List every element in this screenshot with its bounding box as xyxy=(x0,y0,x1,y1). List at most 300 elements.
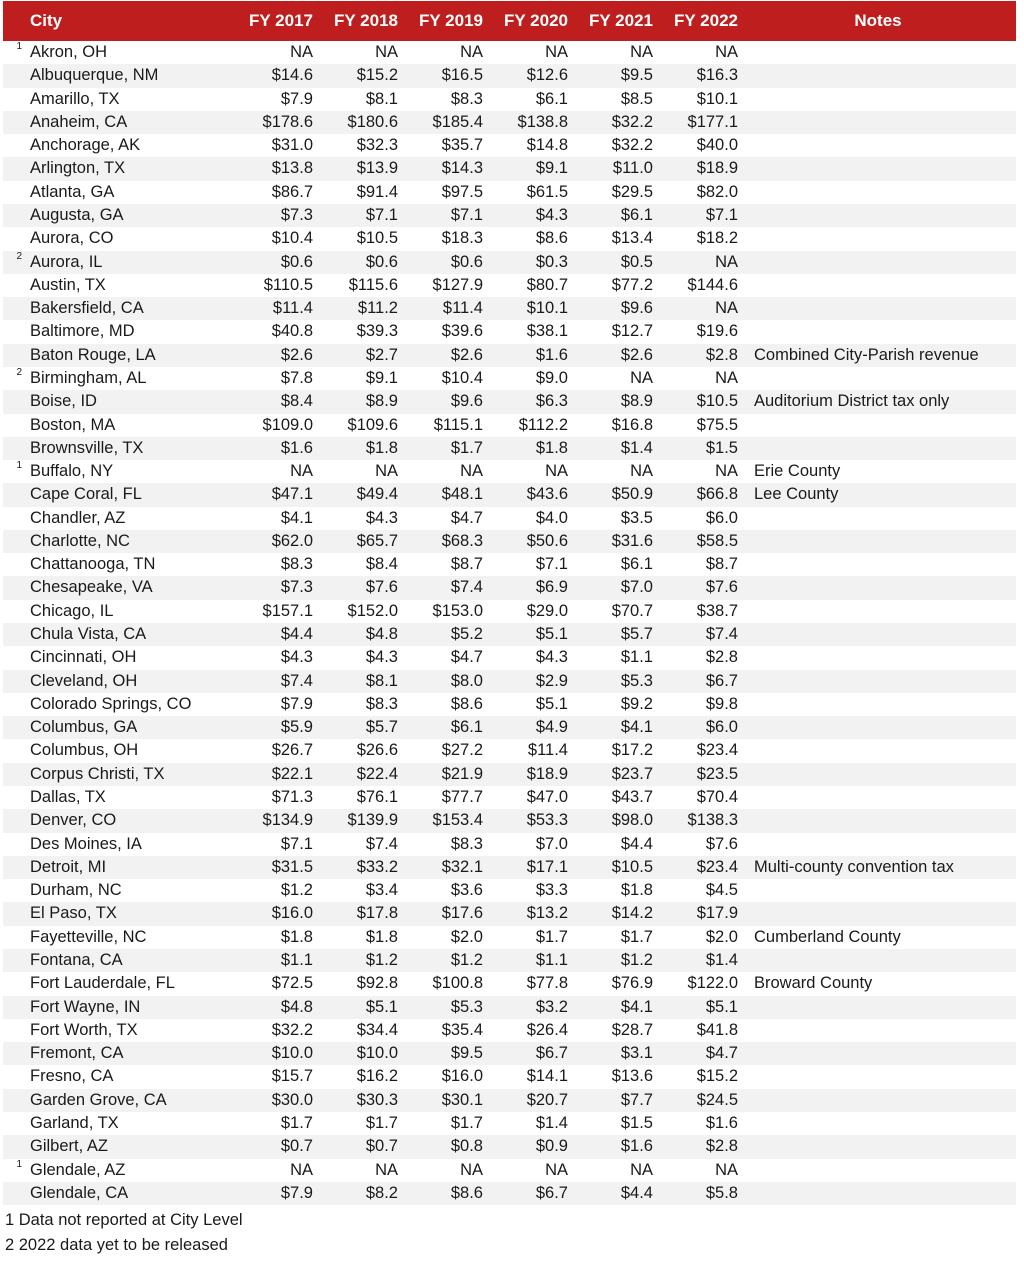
cell-value-fy-2020: $13.2 xyxy=(526,904,568,923)
cell-city-name: El Paso, TX xyxy=(30,904,117,923)
cell-value-fy-2020: $0.9 xyxy=(535,1137,568,1156)
cell-value-fy-2022: $18.2 xyxy=(696,229,738,248)
cell-value-fy-2017: $4.3 xyxy=(280,648,313,667)
cell-value-fy-2019: $10.4 xyxy=(441,368,483,387)
cell-value-fy-2022: $2.8 xyxy=(705,1137,738,1156)
cell-city-name: Brownsville, TX xyxy=(30,438,144,457)
cell-value-fy-2021: $1.7 xyxy=(620,927,653,946)
row-footnote-marker xyxy=(3,1112,25,1135)
row-footnote-marker xyxy=(3,390,25,413)
cell-value-fy-2018: $7.4 xyxy=(365,834,398,853)
cell-value-fy-2017: $32.2 xyxy=(271,1020,313,1039)
table-row xyxy=(3,530,1016,553)
cell-value-fy-2022: $1.4 xyxy=(705,950,738,969)
cell-value-fy-2019: $17.6 xyxy=(441,904,483,923)
cell-notes xyxy=(740,1019,1016,1042)
cell-value-fy-2019: $39.6 xyxy=(441,322,483,341)
cell-value-fy-2021: $16.8 xyxy=(611,415,653,434)
cell-notes xyxy=(740,1065,1016,1088)
cell-city-name: Birmingham, AL xyxy=(30,368,147,387)
cell-value-fy-2020: $20.7 xyxy=(526,1090,568,1109)
row-footnote-marker xyxy=(3,763,25,786)
table-row xyxy=(3,646,1016,669)
cell-city-name: Fort Lauderdale, FL xyxy=(30,974,175,993)
table-row xyxy=(3,623,1016,646)
cell-notes xyxy=(740,902,1016,925)
cell-value-fy-2017: $10.0 xyxy=(271,1044,313,1063)
cell-notes xyxy=(740,553,1016,576)
row-footnote-marker xyxy=(3,553,25,576)
cell-value-fy-2017: $0.7 xyxy=(280,1137,313,1156)
cell-value-fy-2020: NA xyxy=(545,462,568,481)
cell-city-name: Fort Worth, TX xyxy=(30,1020,138,1039)
cell-value-fy-2021: $1.8 xyxy=(620,881,653,900)
cell-value-fy-2020: $6.9 xyxy=(535,578,568,597)
cell-value-fy-2019: $9.5 xyxy=(450,1044,483,1063)
cell-value-fy-2018: $34.4 xyxy=(356,1020,398,1039)
table-row xyxy=(3,856,1016,879)
cell-value-fy-2021: $13.6 xyxy=(611,1067,653,1086)
cell-value-fy-2021: $9.2 xyxy=(620,694,653,713)
table-row xyxy=(3,460,1016,483)
cell-value-fy-2017: $7.3 xyxy=(280,578,313,597)
cell-value-fy-2021: $32.2 xyxy=(611,136,653,155)
cell-value-fy-2022: $23.4 xyxy=(696,857,738,876)
cell-value-fy-2020: $6.3 xyxy=(535,392,568,411)
row-footnote-marker xyxy=(3,879,25,902)
cell-value-fy-2019: $8.7 xyxy=(450,555,483,574)
cell-city-name: Chicago, IL xyxy=(30,601,114,620)
cell-city-name: Columbus, OH xyxy=(30,741,139,760)
cell-value-fy-2021: $31.6 xyxy=(611,531,653,550)
row-footnote-marker xyxy=(3,1065,25,1088)
cell-value-fy-2018: $8.9 xyxy=(365,392,398,411)
cell-value-fy-2019: $9.6 xyxy=(450,392,483,411)
row-footnote-marker xyxy=(3,600,25,623)
cell-value-fy-2021: $28.7 xyxy=(611,1020,653,1039)
cell-value-fy-2021: $2.6 xyxy=(620,345,653,364)
cell-notes xyxy=(740,739,1016,762)
cell-notes xyxy=(740,623,1016,646)
footnote-1: 1 Data not reported at City Level xyxy=(5,1211,243,1230)
cell-value-fy-2018: $8.1 xyxy=(365,671,398,690)
cell-value-fy-2021: $76.9 xyxy=(611,974,653,993)
cell-value-fy-2020: $3.2 xyxy=(535,997,568,1016)
row-footnote-marker: 1 xyxy=(16,41,22,52)
cell-value-fy-2020: $6.7 xyxy=(535,1183,568,1202)
cell-value-fy-2021: $1.5 xyxy=(620,1113,653,1132)
cell-value-fy-2017: $157.1 xyxy=(262,601,313,620)
table-row xyxy=(3,134,1016,157)
cell-value-fy-2021: $4.4 xyxy=(620,834,653,853)
column-header-fy-2020: FY 2020 xyxy=(504,11,568,30)
cell-notes xyxy=(740,367,1016,390)
cell-value-fy-2018: $10.5 xyxy=(356,229,398,248)
cell-value-fy-2021: NA xyxy=(630,1160,653,1179)
table-row xyxy=(3,576,1016,599)
cell-value-fy-2022: $4.7 xyxy=(705,1044,738,1063)
cell-value-fy-2018: $3.4 xyxy=(365,881,398,900)
cell-value-fy-2020: $1.1 xyxy=(535,950,568,969)
cell-notes xyxy=(740,530,1016,553)
cell-value-fy-2018: $33.2 xyxy=(356,857,398,876)
cell-value-fy-2021: $3.1 xyxy=(620,1044,653,1063)
row-footnote-marker xyxy=(3,1135,25,1158)
cell-city-name: Aurora, CO xyxy=(30,229,114,248)
table-row xyxy=(3,1042,1016,1065)
cell-city-name: Arlington, TX xyxy=(30,159,126,178)
cell-value-fy-2022: $144.6 xyxy=(687,275,738,294)
cell-city-name: Detroit, MI xyxy=(30,857,107,876)
cell-value-fy-2019: $35.4 xyxy=(441,1020,483,1039)
column-header-fy-2017: FY 2017 xyxy=(249,11,313,30)
cell-value-fy-2020: $11.4 xyxy=(527,741,568,760)
cell-value-fy-2019: $8.6 xyxy=(450,1183,483,1202)
cell-notes xyxy=(740,1135,1016,1158)
cell-value-fy-2021: $6.1 xyxy=(620,555,653,574)
cell-value-fy-2017: $2.6 xyxy=(280,345,313,364)
cell-value-fy-2020: $12.6 xyxy=(526,66,568,85)
cell-value-fy-2017: $4.1 xyxy=(280,508,313,527)
cell-value-fy-2020: $138.8 xyxy=(517,112,568,131)
cell-value-fy-2020: $43.6 xyxy=(526,485,568,504)
cell-value-fy-2022: $5.8 xyxy=(705,1183,738,1202)
table-row xyxy=(3,390,1016,413)
cell-value-fy-2022: $19.6 xyxy=(696,322,738,341)
cell-city-name: Des Moines, IA xyxy=(30,834,142,853)
cell-value-fy-2022: $38.7 xyxy=(696,601,738,620)
cell-value-fy-2019: $18.3 xyxy=(441,229,483,248)
table-row xyxy=(3,320,1016,343)
cell-value-fy-2022: $70.4 xyxy=(696,788,738,806)
row-footnote-marker xyxy=(3,88,25,111)
row-footnote-marker xyxy=(3,111,25,134)
cell-value-fy-2019: $4.7 xyxy=(450,508,483,527)
table-row xyxy=(3,949,1016,972)
table-row xyxy=(3,41,1016,64)
cell-value-fy-2019: $8.0 xyxy=(450,671,483,690)
cell-city-name: Corpus Christi, TX xyxy=(30,764,165,783)
table-row xyxy=(3,111,1016,134)
table-row xyxy=(3,204,1016,227)
cell-value-fy-2020: NA xyxy=(545,43,568,61)
cell-value-fy-2019: $185.4 xyxy=(432,112,483,131)
cell-value-fy-2018: $8.4 xyxy=(365,555,398,574)
cell-value-fy-2021: $98.0 xyxy=(611,811,653,830)
cell-city-name: Chandler, AZ xyxy=(30,508,126,527)
cell-value-fy-2022: $6.0 xyxy=(705,718,738,737)
cell-value-fy-2018: $115.6 xyxy=(348,275,398,294)
cell-value-fy-2020: $5.1 xyxy=(535,625,568,644)
cell-value-fy-2019: $14.3 xyxy=(441,159,483,178)
cell-value-fy-2022: $58.5 xyxy=(696,531,738,550)
cell-value-fy-2019: $16.0 xyxy=(441,1067,483,1086)
cell-value-fy-2017: $1.6 xyxy=(280,438,313,457)
cell-city-name: Boise, ID xyxy=(30,392,97,411)
cell-value-fy-2020: $4.9 xyxy=(535,718,568,737)
cell-value-fy-2017: $7.9 xyxy=(280,89,313,108)
cell-city-name: Albuquerque, NM xyxy=(30,66,159,85)
table-row xyxy=(3,996,1016,1019)
table-row xyxy=(3,902,1016,925)
cell-value-fy-2020: $18.9 xyxy=(526,764,568,783)
cell-value-fy-2021: $8.5 xyxy=(620,89,653,108)
cell-value-fy-2018: $152.0 xyxy=(347,601,398,620)
cell-notes xyxy=(740,1042,1016,1065)
cell-notes xyxy=(740,274,1016,297)
cell-value-fy-2020: $4.3 xyxy=(535,205,568,224)
cell-value-fy-2021: $70.7 xyxy=(611,601,653,620)
cell-value-fy-2018: $26.6 xyxy=(356,741,398,760)
table-row xyxy=(3,1159,1016,1182)
cell-value-fy-2018: $1.8 xyxy=(365,438,398,457)
cell-value-fy-2017: $7.3 xyxy=(280,205,313,224)
table-row xyxy=(3,1135,1016,1158)
cell-value-fy-2018: $76.1 xyxy=(356,788,398,806)
cell-value-fy-2021: $5.7 xyxy=(620,625,653,644)
cell-notes xyxy=(740,507,1016,530)
row-footnote-marker xyxy=(3,646,25,669)
cell-value-fy-2017: $7.4 xyxy=(280,671,313,690)
cell-value-fy-2017: $7.9 xyxy=(280,694,313,713)
cell-notes: Auditorium District tax only xyxy=(754,392,950,411)
column-header-fy-2019: FY 2019 xyxy=(419,11,483,30)
cell-value-fy-2022: $177.1 xyxy=(687,112,738,131)
cell-value-fy-2020: $6.1 xyxy=(535,89,568,108)
cell-value-fy-2022: $10.1 xyxy=(696,89,738,108)
cell-value-fy-2020: $9.1 xyxy=(535,159,568,178)
cell-value-fy-2021: $23.7 xyxy=(611,764,653,783)
cell-value-fy-2018: $8.1 xyxy=(365,89,398,108)
cell-value-fy-2017: $22.1 xyxy=(271,764,313,783)
cell-value-fy-2022: $7.1 xyxy=(705,205,738,224)
cell-city-name: Columbus, GA xyxy=(30,718,138,737)
cell-value-fy-2017: $110.5 xyxy=(263,275,313,294)
cell-value-fy-2017: $5.9 xyxy=(280,718,313,737)
cell-value-fy-2019: $21.9 xyxy=(441,764,483,783)
cell-value-fy-2019: $115.1 xyxy=(433,415,483,434)
cell-notes xyxy=(740,646,1016,669)
table-row xyxy=(3,1065,1016,1088)
cell-city-name: Aurora, IL xyxy=(30,252,103,271)
cell-value-fy-2017: $13.8 xyxy=(271,159,313,178)
cell-value-fy-2022: $23.4 xyxy=(696,741,738,760)
cell-value-fy-2019: $7.1 xyxy=(450,205,483,224)
cell-value-fy-2022: $7.6 xyxy=(705,834,738,853)
cell-value-fy-2020: $47.0 xyxy=(526,788,568,806)
cell-value-fy-2019: $27.2 xyxy=(441,741,483,760)
cell-value-fy-2021: $77.2 xyxy=(611,275,653,294)
cell-value-fy-2018: NA xyxy=(375,1160,398,1179)
cell-value-fy-2022: NA xyxy=(715,252,738,271)
cell-value-fy-2018: $109.6 xyxy=(347,415,398,434)
row-footnote-marker: 1 xyxy=(16,1158,22,1170)
cell-value-fy-2017: $4.8 xyxy=(280,997,313,1016)
cell-value-fy-2018: $65.7 xyxy=(356,531,398,550)
cell-value-fy-2021: $9.5 xyxy=(620,66,653,85)
cell-value-fy-2019: $8.6 xyxy=(450,694,483,713)
cell-city-name: Fresno, CA xyxy=(30,1067,114,1086)
cell-value-fy-2022: $6.0 xyxy=(705,508,738,527)
cell-value-fy-2018: $13.9 xyxy=(356,159,398,178)
cell-value-fy-2018: $10.0 xyxy=(356,1044,398,1063)
cell-value-fy-2021: $17.2 xyxy=(611,741,653,760)
cell-city-name: Garland, TX xyxy=(30,1113,119,1132)
cell-notes xyxy=(740,600,1016,623)
cell-value-fy-2020: $53.3 xyxy=(526,811,568,830)
cell-value-fy-2022: $1.5 xyxy=(705,438,738,457)
cell-city-name: Cape Coral, FL xyxy=(30,485,142,504)
cell-value-fy-2017: $62.0 xyxy=(271,531,313,550)
table-row xyxy=(3,251,1016,274)
cell-city-name: Atlanta, GA xyxy=(30,182,115,201)
cell-city-name: Bakersfield, CA xyxy=(30,299,144,318)
table-row xyxy=(3,670,1016,693)
cell-value-fy-2020: $29.0 xyxy=(526,601,568,620)
cell-value-fy-2019: $2.0 xyxy=(450,927,483,946)
cell-notes xyxy=(740,996,1016,1019)
column-header-marker xyxy=(3,1,25,41)
cell-notes xyxy=(740,88,1016,111)
row-footnote-marker xyxy=(3,809,25,832)
row-footnote-marker: 2 xyxy=(16,250,22,262)
row-footnote-marker xyxy=(3,693,25,716)
table-row xyxy=(3,414,1016,437)
cell-value-fy-2022: NA xyxy=(715,43,738,61)
cell-value-fy-2021: $14.2 xyxy=(611,904,653,923)
cell-value-fy-2021: NA xyxy=(630,368,653,387)
table-row xyxy=(3,716,1016,739)
cell-value-fy-2022: $7.6 xyxy=(705,578,738,597)
row-footnote-marker xyxy=(3,437,25,460)
row-footnote-marker xyxy=(3,1042,25,1065)
cell-value-fy-2022: $75.5 xyxy=(696,415,738,434)
cell-value-fy-2019: $4.7 xyxy=(450,648,483,667)
cell-value-fy-2019: $8.3 xyxy=(450,834,483,853)
cell-value-fy-2019: $5.2 xyxy=(450,625,483,644)
cell-value-fy-2021: $10.5 xyxy=(611,857,653,876)
cell-notes xyxy=(740,414,1016,437)
cell-value-fy-2017: $109.0 xyxy=(262,415,313,434)
cell-value-fy-2019: $7.4 xyxy=(450,578,483,597)
cell-value-fy-2018: $39.3 xyxy=(356,322,398,341)
cell-city-name: Anchorage, AK xyxy=(30,136,141,155)
cell-value-fy-2018: $2.7 xyxy=(365,345,398,364)
table-row xyxy=(3,693,1016,716)
cell-notes xyxy=(740,181,1016,204)
cell-value-fy-2019: $100.8 xyxy=(432,974,483,993)
cell-city-name: Fontana, CA xyxy=(30,950,123,969)
cell-city-name: Akron, OH xyxy=(30,43,108,61)
cell-value-fy-2018: $0.7 xyxy=(365,1137,398,1156)
cell-notes xyxy=(740,320,1016,343)
cell-value-fy-2018: NA xyxy=(375,43,398,61)
cell-notes xyxy=(740,763,1016,786)
cell-value-fy-2017: $86.7 xyxy=(271,182,313,201)
hotel-tax-revenue-table xyxy=(3,1,1016,1205)
row-footnote-marker xyxy=(3,926,25,949)
cell-value-fy-2021: $3.5 xyxy=(620,508,653,527)
table-row xyxy=(3,1089,1016,1112)
cell-value-fy-2018: $91.4 xyxy=(356,182,398,201)
cell-value-fy-2017: $71.3 xyxy=(271,788,313,806)
row-footnote-marker xyxy=(3,576,25,599)
cell-value-fy-2020: $80.7 xyxy=(526,275,568,294)
cell-city-name: Cleveland, OH xyxy=(30,671,138,690)
cell-value-fy-2020: $14.8 xyxy=(526,136,568,155)
table-row xyxy=(3,972,1016,995)
cell-value-fy-2019: NA xyxy=(460,1160,483,1179)
cell-value-fy-2022: $16.3 xyxy=(696,66,738,85)
row-footnote-marker xyxy=(3,530,25,553)
cell-value-fy-2022: $7.4 xyxy=(705,625,738,644)
column-header-city: City xyxy=(30,11,63,30)
row-footnote-marker xyxy=(3,297,25,320)
cell-notes xyxy=(740,111,1016,134)
cell-city-name: Augusta, GA xyxy=(30,205,124,224)
cell-city-name: Glendale, AZ xyxy=(30,1160,126,1179)
table-row xyxy=(3,367,1016,390)
row-footnote-marker xyxy=(3,414,25,437)
cell-value-fy-2018: $0.6 xyxy=(365,252,398,271)
cell-city-name: Chattanooga, TN xyxy=(30,555,156,574)
cell-notes: Combined City-Parish revenue xyxy=(754,345,979,364)
cell-value-fy-2018: $30.3 xyxy=(356,1090,398,1109)
cell-value-fy-2019: $30.1 xyxy=(441,1090,483,1109)
column-header-fy-2022: FY 2022 xyxy=(674,11,738,30)
cell-value-fy-2021: $29.5 xyxy=(611,182,653,201)
cell-value-fy-2020: $7.0 xyxy=(535,834,568,853)
cell-value-fy-2017: $8.3 xyxy=(280,555,313,574)
cell-value-fy-2020: $5.1 xyxy=(535,694,568,713)
table-row xyxy=(3,274,1016,297)
table-body xyxy=(3,41,1016,1205)
cell-value-fy-2022: $4.5 xyxy=(705,881,738,900)
cell-value-fy-2020: $9.0 xyxy=(535,368,568,387)
cell-value-fy-2019: $68.3 xyxy=(441,531,483,550)
cell-value-fy-2018: $22.4 xyxy=(356,764,398,783)
cell-value-fy-2021: $1.6 xyxy=(620,1137,653,1156)
cell-value-fy-2017: $134.9 xyxy=(262,811,313,830)
cell-value-fy-2020: $38.1 xyxy=(526,322,568,341)
cell-value-fy-2019: $97.5 xyxy=(441,182,483,201)
cell-value-fy-2017: $30.0 xyxy=(271,1090,313,1109)
cell-value-fy-2019: $153.4 xyxy=(432,811,483,830)
column-header-notes: Notes xyxy=(854,11,902,30)
cell-value-fy-2019: $1.2 xyxy=(450,950,483,969)
row-footnote-marker xyxy=(3,786,25,809)
cell-value-fy-2021: $32.2 xyxy=(611,112,653,131)
cell-value-fy-2022: $1.6 xyxy=(705,1113,738,1132)
cell-value-fy-2018: $139.9 xyxy=(347,811,398,830)
cell-value-fy-2018: $1.7 xyxy=(365,1113,398,1132)
cell-value-fy-2019: $1.7 xyxy=(450,438,483,457)
cell-value-fy-2020: $50.6 xyxy=(526,531,568,550)
cell-notes xyxy=(740,1159,1016,1182)
row-footnote-marker xyxy=(3,996,25,1019)
table-row xyxy=(3,181,1016,204)
cell-notes xyxy=(740,833,1016,856)
cell-value-fy-2017: $47.1 xyxy=(271,485,313,504)
cell-value-fy-2021: $43.7 xyxy=(611,788,653,806)
cell-city-name: Glendale, CA xyxy=(30,1183,129,1202)
row-footnote-marker xyxy=(3,320,25,343)
cell-notes xyxy=(740,1112,1016,1135)
cell-city-name: Denver, CO xyxy=(30,811,117,830)
table-row xyxy=(3,297,1016,320)
cell-value-fy-2021: $12.7 xyxy=(611,322,653,341)
cell-notes xyxy=(740,157,1016,180)
